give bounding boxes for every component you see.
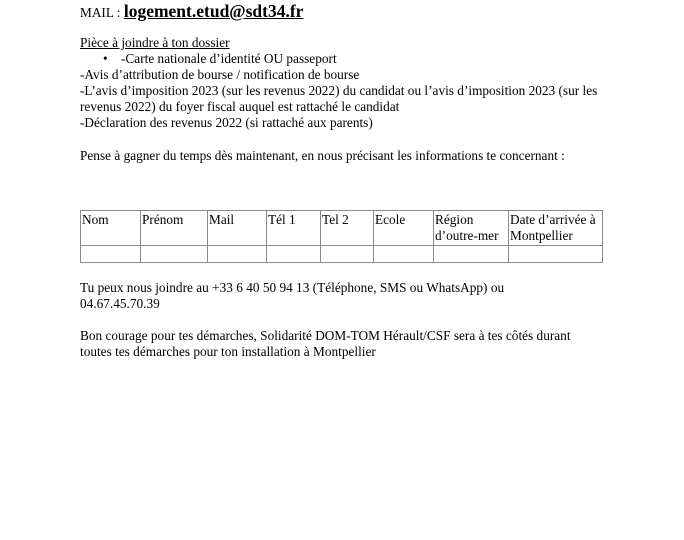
- closing-text: Bon courage pour tes démarches, Solidarité DOM-TOM Hérault/CSF sera à tes côtés durant toutes tes démarches pour ton installation à Montpellier: [80, 328, 571, 359]
- cell-nom[interactable]: [81, 246, 141, 263]
- mail-line: [80, 1, 303, 23]
- document-line-declaration: -Déclaration des revenus 2022 (si rattaché aux parents): [80, 115, 373, 130]
- documents-heading: Pièce à joindre à ton dossier: [80, 35, 230, 50]
- header-tel-1: Tél 1: [267, 211, 321, 246]
- cell-date-arrivee[interactable]: [509, 246, 603, 263]
- contact-text: Tu peux nous joindre au +33 6 40 50 94 13 (Téléphone, SMS ou WhatsApp) ou 04.67.45.70.39: [80, 280, 505, 311]
- documents-bullet-item: [80, 51, 640, 67]
- mail-label: MAIL :: [80, 5, 124, 20]
- intro-text: [80, 148, 640, 164]
- table-header-row: [81, 211, 603, 246]
- bullet-icon: •: [103, 51, 108, 66]
- document-line-imposition: -L’avis d’imposition 2023 (sur les revenus 2022) du candidat ou l’avis d’imposition 2023 (sur les revenus 2022) du foyer fiscal auquel est rattaché le candidat: [80, 83, 598, 114]
- cell-mail[interactable]: [208, 246, 267, 263]
- header-nom: Nom: [81, 211, 141, 246]
- header-prenom: Prénom: [141, 211, 208, 246]
- mail-address-link[interactable]: logement.etud@sdt34.fr: [123, 1, 304, 21]
- cell-region[interactable]: [434, 246, 509, 263]
- cell-ecole[interactable]: [374, 246, 434, 263]
- cell-prenom[interactable]: [141, 246, 208, 263]
- cell-tel-2[interactable]: [321, 246, 374, 263]
- cell-tel-1[interactable]: [267, 246, 321, 263]
- documents-section: [80, 35, 640, 131]
- header-ecole: Ecole: [374, 211, 434, 246]
- document-line-bourse: -Avis d’attribution de bourse / notification de bourse: [80, 67, 360, 82]
- header-tel-2: Tel 2: [321, 211, 374, 246]
- header-region: Région d’outre-mer: [434, 211, 509, 246]
- intro-line: Pense à gagner du temps dès maintenant, en nous précisant les informations te concernant :: [80, 148, 565, 163]
- header-date-arrivee: Date d’arrivée à Montpellier: [509, 211, 603, 246]
- info-table: [80, 210, 603, 263]
- table-row: [81, 246, 603, 263]
- header-mail: Mail: [208, 211, 267, 246]
- bullet-item-text: -Carte nationale d’identité OU passeport: [121, 51, 337, 66]
